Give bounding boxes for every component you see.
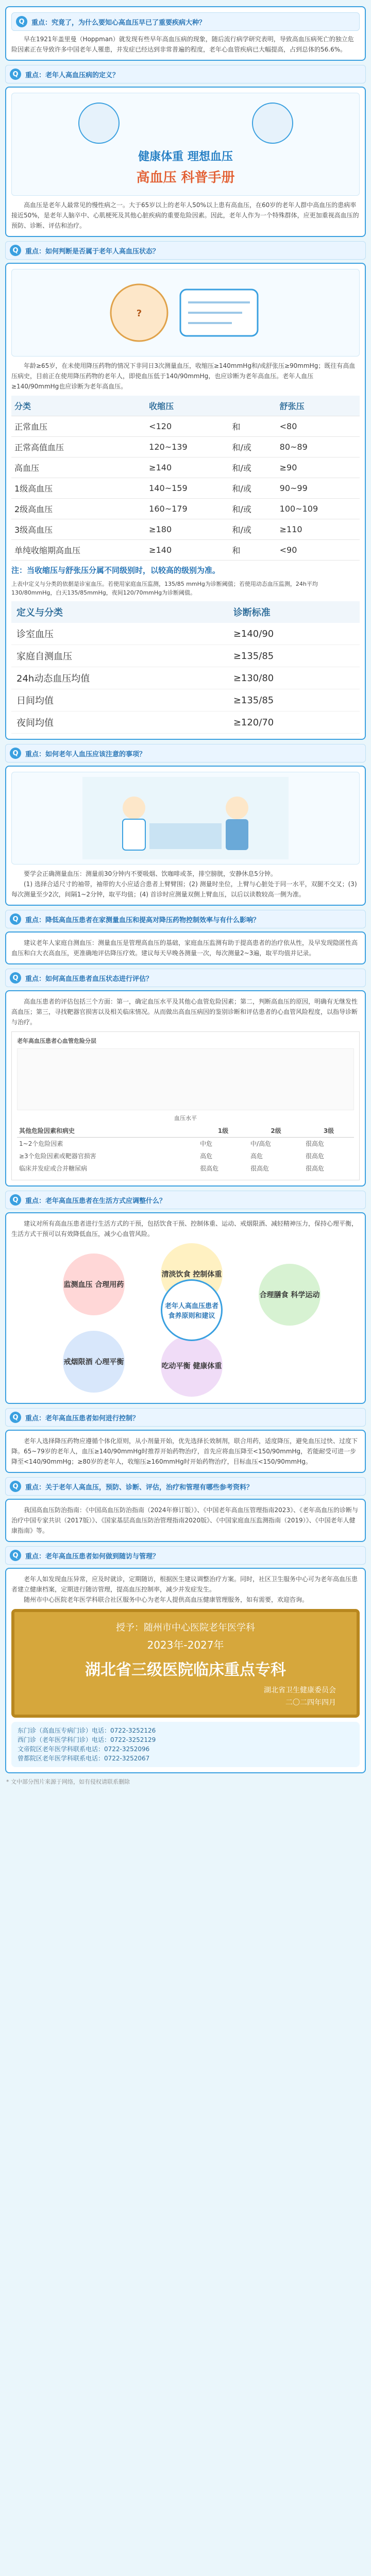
contact-line: 文帝院区老年医学科联系电话：0722-3252096 <box>18 1745 150 1753</box>
table-row <box>17 1162 354 1175</box>
question-icon: Q <box>10 69 21 80</box>
table-cell: 单纯收缩期高血压 <box>11 540 146 561</box>
poster-subtitle: 高血压 科普手册 <box>136 170 235 185</box>
table-header-cell: 3级 <box>303 1125 354 1138</box>
q7-header <box>5 1191 366 1209</box>
table-cell: 很高危 <box>200 1165 219 1172</box>
doctor-cartoon-icon <box>93 274 278 351</box>
table-cell: 很高危 <box>250 1165 269 1172</box>
contact-line: 东门诊（高血压专病门诊）电话：0722-3252126 <box>18 1727 156 1734</box>
table-cell: <80 <box>277 416 360 437</box>
q7-body: 建议对所有高血压患者进行生活方式的干预，包括饮食干预、控制体重、运动、戒烟限酒、减轻精神压力，保持心理平衡，生活方式干预可以有效降低血压，减少心血管风险。 <box>11 1220 358 1238</box>
table-cell: 正常高值血压 <box>11 437 146 457</box>
table-header-cell: 诊断标准 <box>228 601 360 623</box>
question-icon: Q <box>10 1194 21 1206</box>
q9-header <box>5 1477 366 1496</box>
cert-line-5: 二〇二四年四月 <box>285 1699 336 1707</box>
table-cell: ≥140/90 <box>228 623 360 645</box>
table-header-cell: 舒张压 <box>277 396 360 416</box>
table-header-row <box>11 601 360 623</box>
table-cell: 和 <box>229 416 276 437</box>
table-cell: 家庭自测血压 <box>11 645 228 667</box>
table-cell: ≥140 <box>146 457 229 478</box>
q8-header <box>5 1408 366 1427</box>
table-header-cell: 其他危险因素和病史 <box>17 1125 198 1138</box>
consultation-illustration-icon <box>82 777 289 859</box>
section-q10 <box>5 1568 366 1773</box>
table-header-cell: 2级 <box>248 1125 303 1138</box>
table-row <box>11 437 360 457</box>
table-cell: 高血压 <box>11 457 146 478</box>
q9-title: 重点：关于老年人高血压，预防、诊断、评估，治疗和管理有哪些参考资料？ <box>25 1483 254 1492</box>
table-cell: 日间均值 <box>11 689 228 711</box>
q9-body: 我国高血压防治指南：《中国高血压防治指南（2024年修订版）》、《中国老年高血压管理指南2023》、《老年高血压的诊断与治疗中国专家共识（2017版）》、《国家基层高血压防治管理指南2020版》、《中国家庭血压监测指南（2019）》、《中国老年人健康指南》等。 <box>11 1506 359 1534</box>
question-icon: Q <box>10 1412 21 1423</box>
q1-title: 重点：究竟了，为什么要知心高血压早已了重要疾病大种？ <box>31 19 206 27</box>
table-cell: 很高危 <box>306 1153 325 1160</box>
lifestyle-diagram <box>11 1243 360 1398</box>
doctor-consultation-image <box>11 772 360 865</box>
q5-body: 建议老年人家庭自测血压：测量血压是管理高血压的基础，家庭血压监测有助于提高患者的治疗依从性，及早发现隐匿性高血压和白大衣高血压，更准确地评估降压疗效。建议每天早晚各测量一次，每次测量2~3遍，取平均值并记录。 <box>11 939 358 957</box>
table-cell: 24h动态血压均值 <box>11 667 228 689</box>
table-cell: <90 <box>277 540 360 561</box>
table-row <box>11 667 360 689</box>
q4-header <box>5 744 366 762</box>
section-q2 <box>5 87 366 237</box>
table-row <box>11 689 360 711</box>
table-cell: ≥90 <box>277 457 360 478</box>
table-header-row <box>11 396 360 416</box>
table-cell: 和/或 <box>229 457 276 478</box>
svg-text:?: ? <box>136 308 142 319</box>
table-cell: 和/或 <box>229 478 276 499</box>
certificate-image <box>11 1609 360 1718</box>
question-icon: Q <box>10 1481 21 1492</box>
table-cell: 临床并发症或合并糖尿病 <box>19 1165 88 1172</box>
table-cell: 正常血压 <box>11 416 146 437</box>
table-cell: 夜间均值 <box>11 711 228 734</box>
table-cell: 中危 <box>200 1140 213 1147</box>
cert-line-1: 授予：随州市中心医院老年医学科 <box>116 1622 255 1633</box>
cert-line-2: 2023年-2027年 <box>147 1639 224 1651</box>
petal-balance: 吃动平衡 健康体重 <box>161 1335 223 1397</box>
doc-text-block <box>17 1048 354 1110</box>
cert-line-4: 湖北省卫生健康委员会 <box>264 1686 336 1694</box>
petal-lifestyle: 戒烟限酒 心理平衡 <box>63 1331 125 1393</box>
q6-title: 重点：如何高血压患者血压状态进行评估？ <box>25 975 153 983</box>
blood-pressure-cartoon-image <box>11 269 360 357</box>
hypertension-poster-image <box>11 93 360 196</box>
table-cell: 高危 <box>200 1153 213 1160</box>
table-header-cell: 分类 <box>11 396 146 416</box>
table-cell: 和/或 <box>229 519 276 540</box>
section-q7 <box>5 1212 366 1404</box>
q4-body-1: 要学会正确测量血压：测量前30分钟内不要吸烟、饮咖啡或茶，排空膀胱，安静休息5分钟。 <box>24 870 277 877</box>
table-row <box>11 711 360 734</box>
bp-classification-table <box>11 396 360 561</box>
table-cell: ≥180 <box>146 519 229 540</box>
petal-exercise: 合理膳食 科学运动 <box>259 1264 321 1326</box>
table-cell: ≥135/85 <box>228 689 360 711</box>
q8-body: 老年人选择降压药物应遵循个体化原则，从小剂量开始，优先选择长效制剂，联合用药，适度降压，避免血压过快、过度下降。65~79岁的老年人，血压≥140/90mmHg时推荐开始药物治疗，首先应将血压降至<150/90mmHg，若能耐受可进一步降至<140/90mmHg；≥80岁的老年人，收缩压≥160mmHg时开始药物治疗，目标血压<150/90mmHg。 <box>11 1437 358 1465</box>
q1-header <box>11 12 360 31</box>
q5-header <box>5 910 366 928</box>
logo-icon <box>78 103 120 144</box>
table-cell: ≥130/80 <box>228 667 360 689</box>
q3-body: 年龄≥65岁，在未使用降压药物的情况下非同日3次测量血压，收缩压≥140mmHg和/或舒张压≥90mmHg；既往有高血压病史，目前正在使用降压药物的老年人，即使血压低于140/90mmHg，也应诊断为老年高血压。老年人血压≥140/90mmHg也应诊断为老年高血压。 <box>11 362 356 390</box>
table-cell: 100~109 <box>277 499 360 519</box>
table-cell: ≥140 <box>146 540 229 561</box>
question-icon: Q <box>10 1550 21 1561</box>
table-cell: 和/或 <box>229 499 276 519</box>
table-footnote: 上表中定义与分类的依据是诊室血压。若使用家庭血压监测，135/85 mmHg为诊断阈值；若使用动态血压监测，24h平均130/80mmHg，白天135/85mmHg，夜间120/70mmHg为诊断阈值。 <box>11 581 318 596</box>
risk-stratification-table <box>17 1125 354 1175</box>
table-cell: 80~89 <box>277 437 360 457</box>
table-row <box>11 499 360 519</box>
table-cell: 很高危 <box>306 1140 325 1147</box>
table-header-row <box>17 1125 354 1138</box>
section-q8 <box>5 1430 366 1473</box>
question-icon: Q <box>10 913 21 925</box>
risk-document-image <box>11 1031 360 1180</box>
question-icon: Q <box>10 972 21 984</box>
question-icon: Q <box>16 16 27 27</box>
logo-icon <box>252 103 293 144</box>
q3-header <box>5 241 366 260</box>
section-q9 <box>5 1499 366 1542</box>
q6-header <box>5 969 366 987</box>
question-icon: Q <box>10 245 21 256</box>
image-credit: * 文中部分图片来源于网络，如有侵权请联系删除 <box>6 1778 130 1785</box>
q7-title: 重点：老年高血压患者在生活方式应调整什么？ <box>25 1197 166 1205</box>
petal-monitoring: 监测血压 合理用药 <box>63 1253 125 1315</box>
table-row <box>11 519 360 540</box>
q2-body: 高血压是老年人最常见的慢性病之一。大于65岁以上的老年人50%以上患有高血压，在60岁的老年人群中高血压的患病率接近50%，是老年人脑卒中、心肌梗死及其他心脏疾病的重要危险因素。因此，老年人作为一个特殊群体，应更加重视高血压的预防、诊断、评估和治疗。 <box>11 201 359 229</box>
table-row <box>17 1150 354 1162</box>
q10-title: 重点：老年高血压患者如何做到随访与管理？ <box>25 1552 160 1561</box>
table-row <box>11 540 360 561</box>
section-q6 <box>5 990 366 1187</box>
petal-diet: 清淡饮食 控制体重 <box>161 1243 223 1305</box>
cert-line-3: 湖北省三级医院临床重点专科 <box>85 1661 286 1679</box>
question-icon: Q <box>10 748 21 759</box>
q2-header <box>5 65 366 83</box>
table-cell: 120~139 <box>146 437 229 457</box>
table-row <box>11 416 360 437</box>
table-header-cell: 收缩压 <box>146 396 229 416</box>
doc-heading: 老年高血压患者心血管危险分层 <box>17 1038 96 1044</box>
table-row <box>11 478 360 499</box>
section-q3 <box>5 263 366 740</box>
table-cell: 2级高血压 <box>11 499 146 519</box>
q10-header <box>5 1546 366 1565</box>
contact-line: 曾都院区老年医学科联系电话：0722-3252067 <box>18 1755 150 1762</box>
q8-title: 重点：老年高血压患者如何进行控制？ <box>25 1414 140 1422</box>
q4-title: 重点：如何老年人血压应该注意的事项？ <box>25 750 146 758</box>
table-cell: 高危 <box>250 1153 263 1160</box>
table-cell: 诊室血压 <box>11 623 228 645</box>
q1-body: 早在1921年盖里曼（Hoppman）就发现有些早年高血压病的现象，随后流行病学研究表明，导致高血压病死亡的独立危险因素正在导致许多中国老年人罹患，并发症已经达到非常普遍的程度，老年心血管疾病已大幅提高，占到总体的56.6%。 <box>11 36 354 53</box>
table-cell: 中/高危 <box>250 1140 272 1147</box>
section-q4 <box>5 766 366 906</box>
table-cell: 1~2个危险因素 <box>19 1140 63 1147</box>
q10-contact: 随州市中心医院老年医学科联合社区服务中心为老年人提供高血压健康管理服务，如有需要，欢迎咨询。 <box>24 1596 309 1603</box>
table-cell: ≥135/85 <box>228 645 360 667</box>
section-q5 <box>5 931 366 964</box>
table-cell: 和 <box>229 540 276 561</box>
table-cell: 3级高血压 <box>11 519 146 540</box>
q3-title: 重点：如何判断是否属于老年人高血压状态？ <box>25 247 160 256</box>
table-cell: 90~99 <box>277 478 360 499</box>
table-cell: 和/或 <box>229 437 276 457</box>
table-header-cell <box>229 396 276 416</box>
q6-body: 高血压患者的评估包括三个方面：第一，确定血压水平及其他心血管危险因素；第二，判断高血压的原因，明确有无继发性高血压；第三，寻找靶器官损害以及相关临床情况。从而做出高血压病因的鉴别诊断和评估患者的心血管风险程度，以指导诊断与治疗。 <box>11 998 358 1026</box>
table-cell: <120 <box>146 416 229 437</box>
table-header-cell: 定义与分类 <box>11 601 228 623</box>
diagram-center: 老年人高血压患者 食养原则和建议 <box>161 1279 223 1341</box>
table-cell: 160~179 <box>146 499 229 519</box>
table-row <box>11 645 360 667</box>
table-row <box>17 1138 354 1150</box>
contact-info <box>11 1722 360 1767</box>
table-cell: 140~159 <box>146 478 229 499</box>
q2-title: 重点：老年人高血压病的定义？ <box>25 71 120 79</box>
q4-body-2: (1) 选择合适尺寸的袖带，袖带的大小应适合患者上臂臂围；(2) 测量时坐位，上臂与心脏处于同一水平，双腿不交叉；(3) 每次测量至少2次，间隔1~2分钟，取平均值；(4) 首诊时应测量双侧上臂血压，以后以读数较高一侧为准。 <box>11 880 357 898</box>
table-cell: 很高危 <box>306 1165 325 1172</box>
risk-group-label: 血压水平 <box>174 1115 197 1122</box>
contact-line: 西门诊（老年医学科门诊）电话：0722-3252129 <box>18 1736 156 1743</box>
q5-title: 重点：降低高血压患者在家测量血压和提高对降压药物控制效率与有什么影响？ <box>25 916 260 924</box>
table-row <box>11 457 360 478</box>
diagnosis-threshold-table <box>11 601 360 734</box>
section-q1 <box>5 6 366 61</box>
table-row <box>11 623 360 645</box>
table-cell: 1级高血压 <box>11 478 146 499</box>
q10-body: 老年人如发现血压异常，应及时就诊，定期随访，根据医生建议调整治疗方案。同时，社区卫生服务中心可为老年高血压患者建立健康档案，定期进行随访管理，提高血压控制率，减少并发症发生。 <box>11 1575 358 1593</box>
table-cell: ≥110 <box>277 519 360 540</box>
table-note: 注：当收缩压与舒张压分属不同级别时，以较高的级别为准。 <box>11 566 221 575</box>
poster-title: 健康体重 理想血压 <box>138 150 233 163</box>
table-header-cell: 1级 <box>198 1125 248 1138</box>
table-cell: ≥120/70 <box>228 711 360 734</box>
table-cell: ≥3个危险因素或靶器官损害 <box>19 1153 96 1160</box>
